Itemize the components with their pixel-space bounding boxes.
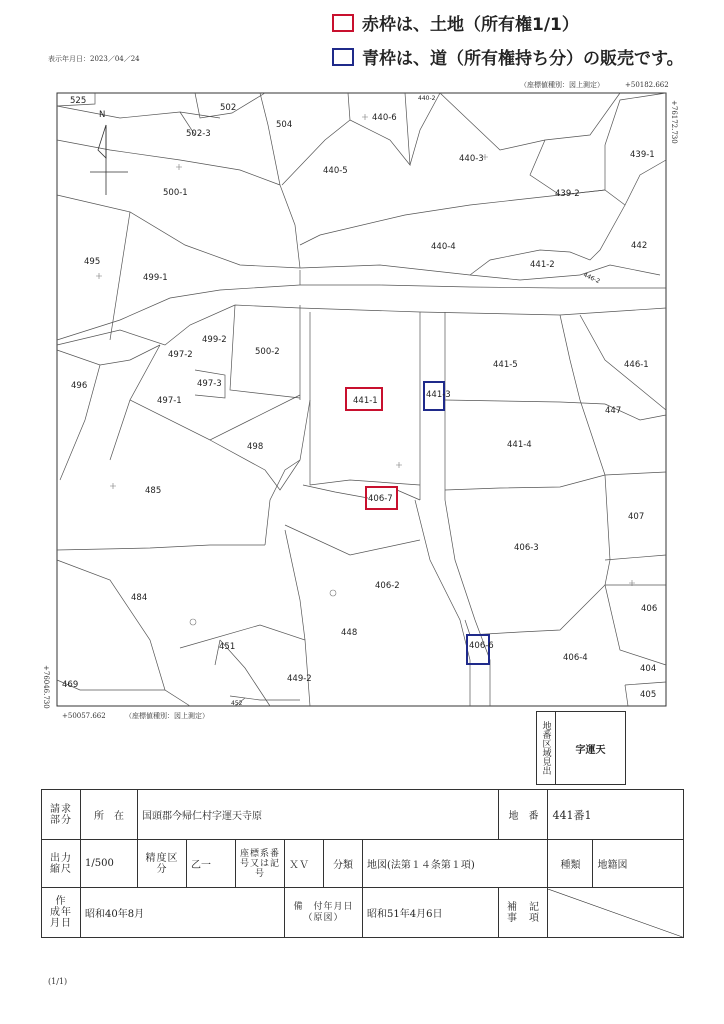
coord-type-bottom: （座標値種別：図上測定） [125,712,209,720]
parcel-label: 485 [145,486,162,496]
chiban-value: 441番1 [548,790,684,840]
seikyu-label: 請求部分 [42,790,81,840]
seido-label: 精度区分 [138,840,187,888]
coord-type-top: （座標値種別：図上測定） [520,81,604,89]
coord-bottom-x: +50057.662 [62,712,106,720]
bunrui-label: 分類 [324,840,363,888]
bitsuke-label: 備 付年月日（原図） [285,888,363,938]
parcel-label: 449-2 [287,674,312,684]
shukushaku-label: 出力縮尺 [42,840,81,888]
parcel-label: 497-1 [157,396,182,406]
parcel-label: 499-1 [143,273,168,283]
parcel-label: 442 [631,241,648,251]
parcel-label: 440-2 [418,95,436,102]
parcel-label: 439-1 [630,150,655,160]
parcel-label: 484 [131,593,148,603]
sakusei-value: 昭和40年8月 [81,888,285,938]
parcel-labels [62,95,657,707]
north-label: N [99,110,106,120]
seido-value: 乙一 [187,840,236,888]
parcel-label: 497-2 [168,350,193,360]
parcel-label: 441-2 [530,260,555,270]
parcel-label: 441-4 [507,440,532,450]
parcel-label: 406 [641,604,658,614]
parcel-label: 440-5 [323,166,348,176]
parcel-label: 439-2 [555,189,580,199]
hoki-value [548,888,684,938]
parcel-label: 406-3 [514,543,539,553]
parcel-label: 499-2 [202,335,227,345]
coord-left-y: +76046.730 [42,665,50,709]
parcel-label: 469 [62,680,79,690]
parcel-label: 500-2 [255,347,280,357]
info-table [41,789,684,938]
parcel-label: 406-7 [368,494,393,504]
parcel-label: 406-2 [375,581,400,591]
coord-right-y: +76172.730 [670,100,678,144]
parcel-label: 440-4 [431,242,456,252]
parcel-label: 495 [84,257,101,267]
parcel-label: 440-3 [459,154,484,164]
parcel-label: 502-3 [186,129,211,139]
hoki-label: 補 記事 項 [499,888,548,938]
parcel-label: 441-5 [493,360,518,370]
sakusei-label: 作 成年月日 [42,888,81,938]
parcel-label: 451 [219,642,236,652]
parcel-label: 405 [640,690,657,700]
parcel-label: 446-1 [624,360,649,370]
parcel-label: 446-2 [582,271,601,286]
parcel-label: 452 [231,700,243,707]
parcel-label: 441-1 [353,396,378,406]
legend-blue-text: 青枠は、道（所有権持ち分）の販売です。 [362,49,684,69]
page-number: (1/1) [48,977,68,986]
chiban-area-box [536,711,626,785]
parcel-label: 447 [605,406,622,416]
parcel-label: 406-6 [469,641,494,651]
shurui-label: 種類 [548,840,593,888]
parcel-label: 504 [276,120,293,130]
zahyo-value: ＸＶ [285,840,324,888]
parcel-label: 407 [628,512,645,522]
parcel-label: 500-1 [163,188,188,198]
chimei-label: 地番区域見出 [537,712,556,784]
survey-point-icon [330,590,336,596]
coord-top-x: +50182.662 [625,81,669,89]
parcel-label: 404 [640,664,657,674]
bitsuke-value: 昭和51年4月6日 [363,888,499,938]
legend-red-text: 赤枠は、土地（所有権1/1） [362,15,579,35]
shukushaku-value: 1/500 [81,840,138,888]
parcel-label: 406-4 [563,653,588,663]
chiban-label: 地 番 [499,790,548,840]
zahyo-label: 座標系番号又は記号 [236,840,285,888]
north-arrow-icon [90,125,128,195]
parcel-label: 448 [341,628,358,638]
chimei-value: 字運天 [575,744,606,756]
bunrui-value: 地図(法第１４条第１項) [363,840,548,888]
parcel-label: 441-3 [426,390,451,400]
parcel-label: 525 [70,96,87,106]
parcel-label: 498 [247,442,264,452]
parcel-label: 502 [220,103,237,113]
shozai-label: 所 在 [81,790,138,840]
shozai-value: 国頭郡今帰仁村字運天寺原 [138,790,499,840]
display-date: 表示年月日：2023／04／24 [48,55,140,63]
parcel-label: 496 [71,381,88,391]
parcel-label: 497-3 [197,379,222,389]
survey-point-icon [190,619,196,625]
shurui-value: 地籍図 [593,840,684,888]
parcel-label: 440-6 [372,113,397,123]
